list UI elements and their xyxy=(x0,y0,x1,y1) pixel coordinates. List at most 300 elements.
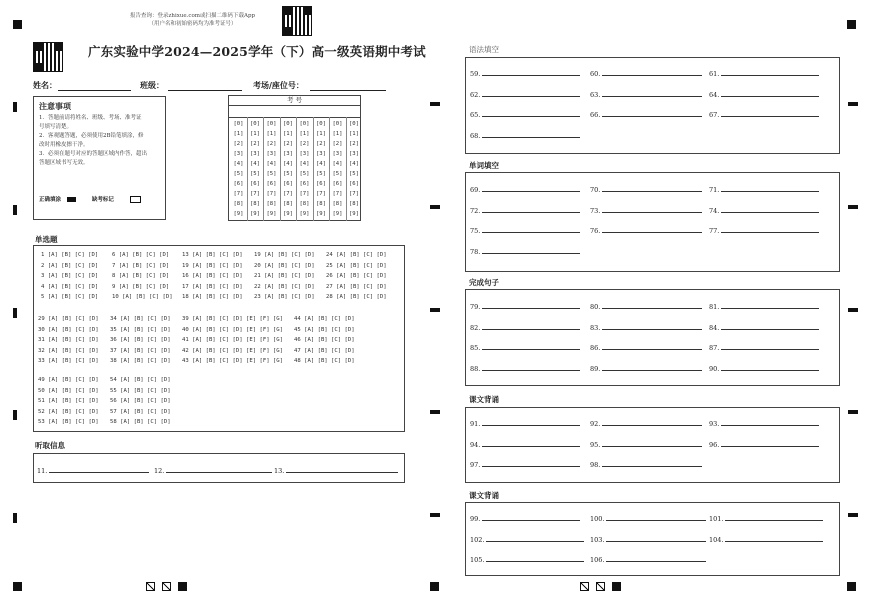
exam-digit-bubble[interactable]: [2] xyxy=(332,141,343,147)
answer-line[interactable] xyxy=(606,513,706,521)
item-number: 11. xyxy=(37,467,48,475)
exam-digit-bubble[interactable]: [3] xyxy=(299,151,310,157)
exam-digit-bubble[interactable]: [6] xyxy=(249,181,261,187)
answer-item[interactable] xyxy=(709,534,823,544)
answer-line[interactable] xyxy=(482,130,580,138)
mc-question[interactable]: 57 [A] [B] [C] [D] xyxy=(110,408,171,415)
mc-question[interactable]: 3 [A] [B] [C] [D] xyxy=(41,273,99,279)
answer-item[interactable] xyxy=(470,68,580,78)
exam-digit-bubble[interactable]: [0] xyxy=(249,121,261,127)
notes-title: 注意事项 xyxy=(39,101,71,111)
answer-item[interactable] xyxy=(470,418,580,428)
corner-mark-bottom-right xyxy=(847,582,856,591)
item-number: 68. xyxy=(470,131,481,140)
listening-item[interactable] xyxy=(274,465,398,475)
item-number: 79. xyxy=(470,303,481,311)
exam-digit-bubble[interactable]: [4] xyxy=(233,161,244,167)
exam-digit-bubble[interactable]: [8] xyxy=(282,201,294,207)
corner-mark-top-left xyxy=(13,20,22,29)
mc-question[interactable]: 4 [A] [B] [C] [D] xyxy=(41,283,99,290)
exam-digit-bubble[interactable]: [3] xyxy=(266,151,277,157)
mc-question[interactable]: 9 [A] [B] [C] [D] xyxy=(112,283,170,290)
answer-item[interactable] xyxy=(709,363,819,373)
answer-item[interactable] xyxy=(470,184,580,194)
class-field[interactable] xyxy=(168,90,242,91)
correct-fill-label: 正确填涂 xyxy=(39,197,62,203)
answer-line[interactable] xyxy=(602,363,702,371)
answer-item[interactable] xyxy=(470,109,580,119)
item-number: 89. xyxy=(590,364,601,373)
exam-digit-bubble[interactable]: [1] xyxy=(315,131,327,137)
answer-item[interactable] xyxy=(470,205,580,215)
answer-line[interactable] xyxy=(721,184,819,192)
answer-item[interactable] xyxy=(590,322,702,332)
mc-question[interactable]: 19 [A] [B] [C] [D] xyxy=(254,252,315,258)
exam-digit-bubble[interactable]: [8] xyxy=(299,201,310,207)
answer-item[interactable] xyxy=(470,513,580,523)
answer-item[interactable] xyxy=(470,130,580,140)
mc-question[interactable]: 56 [A] [B] [C] [D] xyxy=(110,398,171,404)
answer-line[interactable] xyxy=(482,184,580,192)
answer-line[interactable] xyxy=(602,418,702,426)
notes-line: 2．客观题答题，必须使用2B铅笔填涂，修 xyxy=(39,133,144,139)
exam-digit-bubble[interactable]: [5] xyxy=(315,171,327,177)
answer-item[interactable] xyxy=(709,513,823,523)
answer-item[interactable] xyxy=(709,439,819,449)
answer-item[interactable] xyxy=(590,109,702,119)
mc-question[interactable]: 34 [A] [B] [C] [D] xyxy=(110,316,171,322)
answer-line[interactable] xyxy=(721,301,819,309)
exam-digit-bubble[interactable]: [6] xyxy=(282,181,294,187)
item-number: 92. xyxy=(590,420,601,428)
mc-question[interactable]: 13 [A] [B] [C] [D] xyxy=(182,252,243,258)
exam-digit-bubble[interactable]: [2] xyxy=(233,141,244,147)
exam-digit-bubble[interactable]: [2] xyxy=(249,141,261,147)
item-number: 81. xyxy=(709,303,720,311)
answer-line[interactable] xyxy=(721,89,819,97)
exam-number-column xyxy=(296,117,314,221)
exam-number-column xyxy=(263,117,281,221)
notes-line: 号填写清楚。 xyxy=(39,124,73,130)
exam-digit-bubble[interactable]: [5] xyxy=(249,171,261,177)
item-number: 104. xyxy=(709,535,724,544)
answer-line[interactable] xyxy=(482,342,580,350)
answer-line[interactable] xyxy=(482,246,580,254)
item-number: 59. xyxy=(470,70,481,78)
exam-digit-bubble[interactable]: [9] xyxy=(282,211,294,217)
answer-item[interactable] xyxy=(709,301,819,311)
answer-item[interactable] xyxy=(470,554,584,564)
exam-digit-bubble[interactable]: [7] xyxy=(282,191,294,197)
answer-item[interactable] xyxy=(590,513,706,523)
timing-mark xyxy=(13,205,17,215)
answer-line[interactable] xyxy=(602,322,702,330)
answer-item[interactable] xyxy=(709,205,819,215)
answer-line[interactable] xyxy=(606,554,706,562)
mc-question[interactable]: 17 [A] [B] [C] [D] xyxy=(182,283,243,290)
exam-digit-bubble[interactable]: [2] xyxy=(348,141,360,147)
answer-line[interactable] xyxy=(606,534,706,542)
mc-question[interactable]: 38 [A] [B] [C] [D] xyxy=(110,358,171,364)
answer-line[interactable] xyxy=(602,225,702,233)
answer-item[interactable] xyxy=(709,89,819,99)
exam-digit-bubble[interactable]: [7] xyxy=(233,191,244,197)
exam-digit-bubble[interactable]: [4] xyxy=(299,161,310,167)
exam-digit-bubble[interactable]: [4] xyxy=(348,161,360,167)
answer-item[interactable] xyxy=(470,363,580,373)
answer-line[interactable] xyxy=(602,301,702,309)
answer-line[interactable] xyxy=(721,363,819,371)
timing-mark xyxy=(848,410,858,414)
mc-question[interactable]: 19 [A] [B] [C] [D] xyxy=(182,262,243,269)
word-box xyxy=(465,172,840,272)
exam-digit-bubble[interactable]: [1] xyxy=(249,131,261,137)
answer-item[interactable] xyxy=(470,534,584,544)
mc-question[interactable]: 27 [A] [B] [C] [D] xyxy=(326,283,387,290)
answer-line[interactable] xyxy=(602,89,702,97)
mc-question[interactable]: 24 [A] [B] [C] [D] xyxy=(326,252,387,258)
answer-line[interactable] xyxy=(482,459,580,467)
answer-line[interactable] xyxy=(602,184,702,192)
answer-item[interactable] xyxy=(470,301,580,311)
exam-digit-bubble[interactable]: [6] xyxy=(266,181,277,187)
exam-digit-bubble[interactable]: [1] xyxy=(266,131,277,137)
mc-question[interactable]: 49 [A] [B] [C] [D] xyxy=(38,377,99,383)
answer-line[interactable] xyxy=(725,534,823,542)
exam-digit-bubble[interactable]: [0] xyxy=(315,121,327,127)
answer-line[interactable] xyxy=(486,534,584,542)
exam-digit-bubble[interactable]: [5] xyxy=(266,171,277,177)
answer-item[interactable] xyxy=(470,322,580,332)
exam-digit-bubble[interactable]: [8] xyxy=(315,201,327,207)
item-number: 91. xyxy=(470,420,481,428)
answer-item[interactable] xyxy=(709,322,819,332)
exam-digit-bubble[interactable]: [7] xyxy=(315,191,327,197)
exam-digit-bubble[interactable]: [9] xyxy=(249,211,261,217)
mc-question[interactable]: 35 [A] [B] [C] [D] xyxy=(110,326,171,333)
mc-question[interactable]: 32 [A] [B] [C] [D] xyxy=(38,347,99,354)
answer-line[interactable] xyxy=(721,418,819,426)
mc-question[interactable]: 5 [A] [B] [C] [D] xyxy=(41,294,99,300)
answer-line[interactable] xyxy=(602,68,702,76)
answer-line[interactable] xyxy=(721,225,819,233)
answer-line[interactable] xyxy=(482,205,580,213)
answer-item[interactable] xyxy=(590,459,702,469)
timing-mark xyxy=(13,513,17,523)
answer-line[interactable] xyxy=(721,205,819,213)
answer-line[interactable] xyxy=(725,513,823,521)
answer-line[interactable] xyxy=(49,465,149,473)
exam-digit-bubble[interactable]: [1] xyxy=(299,131,310,137)
mc-question[interactable]: 55 [A] [B] [C] [D] xyxy=(110,387,171,394)
exam-digit-bubble[interactable]: [8] xyxy=(348,201,360,207)
answer-line[interactable] xyxy=(482,68,580,76)
exam-digit-bubble[interactable]: [0] xyxy=(299,121,310,127)
answer-item[interactable] xyxy=(709,68,819,78)
exam-digit-bubble[interactable]: [7] xyxy=(266,191,277,197)
exam-digit-bubble[interactable]: [7] xyxy=(348,191,360,197)
exam-digit-bubble[interactable]: [7] xyxy=(249,191,261,197)
answer-item[interactable] xyxy=(590,89,702,99)
mc-question[interactable]: 50 [A] [B] [C] [D] xyxy=(38,387,99,394)
answer-item[interactable] xyxy=(470,89,580,99)
answer-item[interactable] xyxy=(470,246,580,256)
corner-mark-bottom-left xyxy=(13,582,22,591)
mc-question[interactable]: 37 [A] [B] [C] [D] xyxy=(110,347,171,354)
mc-box xyxy=(33,245,405,432)
exam-digit-bubble[interactable]: [1] xyxy=(332,131,343,137)
seat-field[interactable] xyxy=(310,90,386,91)
item-number: 69. xyxy=(470,186,481,194)
exam-digit-bubble[interactable]: [9] xyxy=(332,211,343,217)
mc-question[interactable]: 31 [A] [B] [C] [D] xyxy=(38,337,99,343)
mc-question[interactable]: 36 [A] [B] [C] [D] xyxy=(110,337,171,343)
exam-digit-bubble[interactable]: [9] xyxy=(233,211,244,217)
listening-item[interactable] xyxy=(154,465,272,475)
notes-box xyxy=(33,96,166,220)
answer-item[interactable] xyxy=(470,459,580,469)
item-number: 80. xyxy=(590,303,601,311)
mc-question[interactable]: 23 [A] [B] [C] [D] xyxy=(254,294,315,300)
notes-line: 答题区域书写无效。 xyxy=(39,160,89,166)
exam-digit-bubble[interactable]: [8] xyxy=(249,201,261,207)
mc-question[interactable]: 47 [A] [B] [C] [D] xyxy=(294,347,355,354)
mc-question[interactable]: 48 [A] [B] [C] [D] xyxy=(294,358,355,364)
answer-item[interactable] xyxy=(590,534,706,544)
exam-digit-bubble[interactable]: [6] xyxy=(348,181,360,187)
answer-line[interactable] xyxy=(602,109,702,117)
exam-digit-bubble[interactable]: [6] xyxy=(233,181,244,187)
exam-digit-bubble[interactable]: [5] xyxy=(348,171,360,177)
exam-digit-bubble[interactable]: [3] xyxy=(233,151,244,157)
answer-item[interactable] xyxy=(590,301,702,311)
absent-mark-box[interactable] xyxy=(130,196,141,203)
exam-digit-bubble[interactable]: [8] xyxy=(233,201,244,207)
mc-question[interactable]: 10 [A] [B] [C] [D] xyxy=(112,294,173,300)
answer-line[interactable] xyxy=(721,109,819,117)
corner-mark-bottom-mid2 xyxy=(612,582,621,591)
mc-question[interactable]: 46 [A] [B] [C] [D] xyxy=(294,337,355,343)
notes-line: 3．必须在题号对应的答题区域内作答，超出 xyxy=(39,151,148,157)
mc-question[interactable]: 6 [A] [B] [C] [D] xyxy=(112,252,170,258)
exam-digit-bubble[interactable]: [6] xyxy=(332,181,343,187)
answer-line[interactable] xyxy=(286,465,398,473)
exam-digit-bubble[interactable]: [0] xyxy=(282,121,294,127)
timing-mark xyxy=(848,102,858,106)
mc-question[interactable]: 22 [A] [B] [C] [D] xyxy=(254,283,315,290)
item-number: 83. xyxy=(590,323,601,332)
item-number: 86. xyxy=(590,344,601,352)
corner-mark-top-right xyxy=(847,20,856,29)
answer-line[interactable] xyxy=(721,342,819,350)
answer-line[interactable] xyxy=(486,554,584,562)
recite1-title: 课文背诵 xyxy=(469,395,499,404)
mc-question[interactable]: 53 [A] [B] [C] [D] xyxy=(38,419,99,425)
item-number: 87. xyxy=(709,344,720,352)
timing-mark xyxy=(430,102,440,106)
exam-digit-bubble[interactable]: [4] xyxy=(266,161,277,167)
answer-item[interactable] xyxy=(709,418,819,428)
listening-item[interactable] xyxy=(37,465,149,475)
mc-question[interactable]: 44 [A] [B] [C] [D] xyxy=(294,316,355,322)
mc-question[interactable]: 8 [A] [B] [C] [D] xyxy=(112,273,170,279)
correct-fill-sample xyxy=(67,197,76,202)
mc-question[interactable]: 39 [A] [B] [C] [D] [E] [F] [G] xyxy=(182,316,284,322)
mc-question[interactable]: 41 [A] [B] [C] [D] [E] [F] [G] xyxy=(182,337,284,343)
answer-line[interactable] xyxy=(482,363,580,371)
class-label: 班级： xyxy=(140,80,164,90)
item-number: 95. xyxy=(590,440,601,449)
mc-question[interactable]: 58 [A] [B] [C] [D] xyxy=(110,419,171,425)
item-number: 70. xyxy=(590,186,601,194)
answer-line[interactable] xyxy=(482,418,580,426)
mc-question[interactable]: 33 [A] [B] [C] [D] xyxy=(38,358,99,364)
answer-item[interactable] xyxy=(590,439,702,449)
mc-question[interactable]: 16 [A] [B] [C] [D] xyxy=(182,273,243,279)
exam-digit-bubble[interactable]: [9] xyxy=(299,211,310,217)
exam-digit-bubble[interactable]: [4] xyxy=(282,161,294,167)
mc-question[interactable]: 7 [A] [B] [C] [D] xyxy=(112,262,170,269)
exam-digit-bubble[interactable]: [1] xyxy=(348,131,360,137)
exam-digit-bubble[interactable]: [0] xyxy=(348,121,360,127)
sentence-title: 完成句子 xyxy=(469,278,499,287)
mc-question[interactable]: 42 [A] [B] [C] [D] [E] [F] [G] xyxy=(182,347,284,354)
answer-line[interactable] xyxy=(482,225,580,233)
mc-question[interactable]: 21 [A] [B] [C] [D] xyxy=(254,273,315,279)
exam-digit-bubble[interactable]: [6] xyxy=(315,181,327,187)
mc-question[interactable]: 2 [A] [B] [C] [D] xyxy=(41,262,99,269)
answer-line[interactable] xyxy=(166,465,272,473)
answer-line[interactable] xyxy=(482,439,580,447)
answer-line[interactable] xyxy=(602,205,702,213)
timing-mark xyxy=(13,102,17,112)
mc-question[interactable]: 51 [A] [B] [C] [D] xyxy=(38,398,99,404)
answer-line[interactable] xyxy=(602,459,702,467)
item-number: 77. xyxy=(709,227,720,235)
answer-line[interactable] xyxy=(482,322,580,330)
exam-digit-bubble[interactable]: [8] xyxy=(332,201,343,207)
exam-digit-bubble[interactable]: [3] xyxy=(249,151,261,157)
answer-item[interactable] xyxy=(709,109,819,119)
exam-digit-bubble[interactable]: [2] xyxy=(299,141,310,147)
exam-digit-bubble[interactable]: [0] xyxy=(233,121,244,127)
exam-digit-bubble[interactable]: [1] xyxy=(233,131,244,137)
exam-digit-bubble[interactable]: [3] xyxy=(332,151,343,157)
item-number: 85. xyxy=(470,344,481,352)
exam-digit-bubble[interactable]: [4] xyxy=(332,161,343,167)
answer-item[interactable] xyxy=(709,225,819,235)
answer-line[interactable] xyxy=(721,68,819,76)
exam-digit-bubble[interactable]: [3] xyxy=(282,151,294,157)
answer-line[interactable] xyxy=(482,513,580,521)
answer-line[interactable] xyxy=(721,439,819,447)
corner-mark-bottom-mid xyxy=(430,582,439,591)
answer-item[interactable] xyxy=(470,439,580,449)
answer-item[interactable] xyxy=(470,342,580,352)
exam-digit-bubble[interactable]: [3] xyxy=(348,151,360,157)
answer-item[interactable] xyxy=(590,205,702,215)
mc-question[interactable]: 45 [A] [B] [C] [D] xyxy=(294,326,355,333)
exam-digit-bubble[interactable]: [5] xyxy=(233,171,244,177)
answer-item[interactable] xyxy=(709,342,819,352)
grammar-box xyxy=(465,57,840,154)
answer-item[interactable] xyxy=(590,342,702,352)
answer-line[interactable] xyxy=(602,342,702,350)
timing-mark xyxy=(848,308,858,312)
item-number: 96. xyxy=(709,440,720,449)
exam-digit-bubble[interactable]: [0] xyxy=(332,121,343,127)
name-field[interactable] xyxy=(58,90,131,91)
exam-digit-bubble[interactable]: [4] xyxy=(249,161,261,167)
exam-digit-bubble[interactable]: [0] xyxy=(266,121,277,127)
mc-question[interactable]: 54 [A] [B] [C] [D] xyxy=(110,377,171,383)
item-number: 66. xyxy=(590,111,601,119)
answer-item[interactable] xyxy=(590,184,702,194)
notes-line: 1．答题前请将姓名、班级、考场、准考证 xyxy=(39,115,142,121)
mc-question[interactable]: 25 [A] [B] [C] [D] xyxy=(326,262,387,269)
mc-question[interactable]: 40 [A] [B] [C] [D] [E] [F] [G] xyxy=(182,326,284,333)
answer-line[interactable] xyxy=(482,109,580,117)
exam-digit-bubble[interactable]: [2] xyxy=(282,141,294,147)
answer-line[interactable] xyxy=(482,89,580,97)
exam-digit-bubble[interactable]: [3] xyxy=(315,151,327,157)
exam-digit-bubble[interactable]: [6] xyxy=(299,181,310,187)
exam-digit-bubble[interactable]: [9] xyxy=(315,211,327,217)
timing-mark xyxy=(430,513,440,517)
mc-question[interactable]: 18 [A] [B] [C] [D] xyxy=(182,294,243,300)
exam-digit-bubble[interactable]: [7] xyxy=(299,191,310,197)
answer-item[interactable] xyxy=(590,418,702,428)
answer-line[interactable] xyxy=(602,439,702,447)
exam-digit-bubble[interactable]: [9] xyxy=(348,211,360,217)
exam-digit-bubble[interactable]: [5] xyxy=(282,171,294,177)
mc-question[interactable]: 26 [A] [B] [C] [D] xyxy=(326,273,387,279)
answer-item[interactable] xyxy=(709,184,819,194)
answer-item[interactable] xyxy=(590,225,702,235)
item-number: 84. xyxy=(709,323,720,332)
exam-digit-bubble[interactable]: [7] xyxy=(332,191,343,197)
mc-question[interactable]: 29 [A] [B] [C] [D] xyxy=(38,316,99,322)
exam-digit-bubble[interactable]: [4] xyxy=(315,161,327,167)
item-number: 88. xyxy=(470,364,481,373)
listening-box xyxy=(33,453,405,483)
answer-item[interactable] xyxy=(590,68,702,78)
item-number: 100. xyxy=(590,515,605,523)
mc-question[interactable]: 43 [A] [B] [C] [D] [E] [F] [G] xyxy=(182,358,284,364)
answer-item[interactable] xyxy=(590,554,706,564)
report-note xyxy=(110,12,275,28)
exam-digit-bubble[interactable]: [2] xyxy=(266,141,277,147)
mc-question[interactable]: 28 [A] [B] [C] [D] xyxy=(326,294,387,300)
timing-mark xyxy=(13,308,17,318)
answer-line[interactable] xyxy=(721,322,819,330)
mc-question[interactable]: 20 [A] [B] [C] [D] xyxy=(254,262,315,269)
item-number: 13. xyxy=(274,467,285,475)
mc-question[interactable]: 30 [A] [B] [C] [D] xyxy=(38,326,99,333)
exam-digit-bubble[interactable]: [5] xyxy=(299,171,310,177)
mc-question[interactable]: 52 [A] [B] [C] [D] xyxy=(38,408,99,415)
mc-question[interactable]: 1 [A] [B] [C] [D] xyxy=(41,252,99,258)
exam-digit-bubble[interactable]: [2] xyxy=(315,141,327,147)
page-code-square xyxy=(162,582,171,591)
exam-digit-bubble[interactable]: [5] xyxy=(332,171,343,177)
answer-item[interactable] xyxy=(470,225,580,235)
answer-item[interactable] xyxy=(590,363,702,373)
exam-digit-bubble[interactable]: [8] xyxy=(266,201,277,207)
exam-digit-bubble[interactable]: [1] xyxy=(282,131,294,137)
exam-digit-bubble[interactable]: [9] xyxy=(266,211,277,217)
answer-line[interactable] xyxy=(482,301,580,309)
